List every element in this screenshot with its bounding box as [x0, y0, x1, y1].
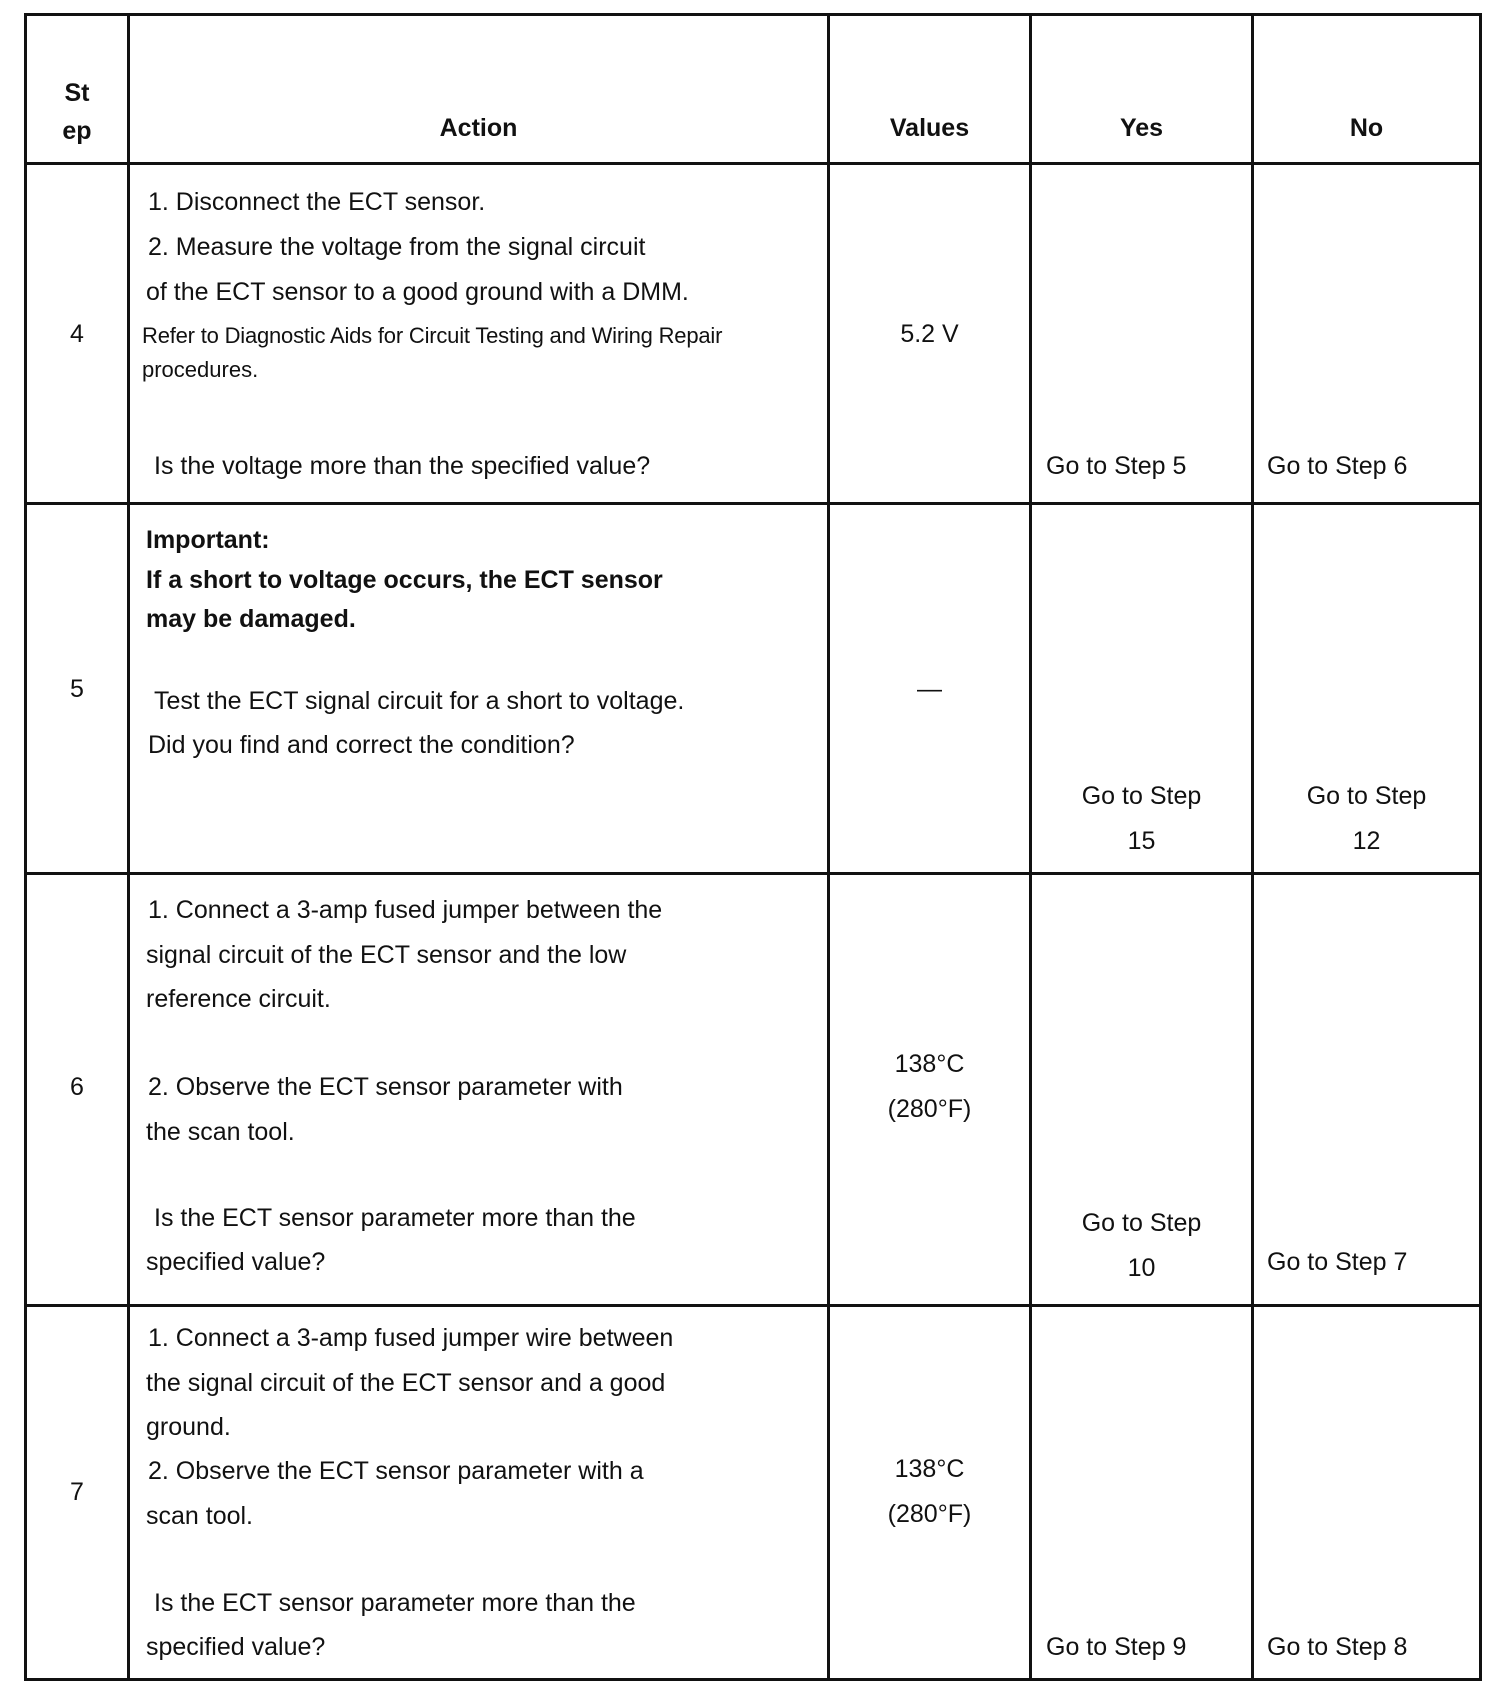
- column-divider: [827, 13, 830, 1681]
- value-line: 138°C: [894, 1455, 965, 1483]
- action-question: specified value?: [146, 1248, 326, 1276]
- action-line: scan tool.: [146, 1502, 254, 1530]
- value-cell: [830, 1447, 1029, 1537]
- header-values: Values: [889, 114, 970, 142]
- header-step-line1: St: [64, 79, 90, 107]
- no-link-line: 12: [1352, 827, 1381, 855]
- action-line: 1. Connect a 3-amp fused jumper wire between: [148, 1324, 674, 1352]
- action-question: Is the ECT sensor parameter more than the: [154, 1589, 636, 1617]
- yes-link[interactable]: [1032, 1201, 1251, 1291]
- action-question: Did you find and correct the condition?: [148, 731, 575, 759]
- header-step: [27, 74, 127, 150]
- action-line: signal circuit of the ECT sensor and the low: [146, 941, 627, 969]
- table-border-left: [24, 13, 27, 1681]
- row-divider: [24, 872, 1482, 875]
- important-label: Important:: [146, 526, 270, 554]
- yes-link-line: Go to Step: [1081, 782, 1202, 810]
- column-divider: [127, 13, 130, 1681]
- action-line: the signal circuit of the ECT sensor and a good: [146, 1369, 666, 1397]
- value-cell: 5.2 V: [900, 320, 959, 348]
- value-line: (280°F): [887, 1095, 972, 1123]
- action-question: Is the voltage more than the specified value?: [154, 452, 651, 480]
- value-cell: —: [917, 675, 942, 703]
- no-link[interactable]: [1254, 774, 1479, 864]
- action-line: 2. Measure the voltage from the signal circuit: [148, 233, 646, 261]
- table-border-top: [24, 13, 1482, 16]
- step-number: 6: [70, 1073, 84, 1101]
- table-border-right: [1479, 13, 1482, 1681]
- no-link[interactable]: Go to Step 6: [1267, 452, 1408, 480]
- yes-link-line: 15: [1127, 827, 1156, 855]
- no-link[interactable]: Go to Step 7: [1267, 1248, 1408, 1276]
- action-note: Refer to Diagnostic Aids for Circuit Testing and Wiring Repair: [142, 323, 723, 348]
- value-line: 138°C: [894, 1050, 965, 1078]
- step-number: 5: [70, 675, 84, 703]
- action-line: ground.: [146, 1413, 231, 1441]
- yes-link-line: 10: [1127, 1254, 1156, 1282]
- step-number: 4: [70, 320, 84, 348]
- important-text: may be damaged.: [146, 605, 356, 633]
- yes-link[interactable]: [1032, 774, 1251, 864]
- action-line: reference circuit.: [146, 985, 331, 1013]
- yes-link[interactable]: Go to Step 5: [1046, 452, 1187, 480]
- yes-link-line: Go to Step: [1081, 1209, 1202, 1237]
- action-line: Test the ECT signal circuit for a short to voltage.: [154, 687, 685, 715]
- action-question: specified value?: [146, 1633, 326, 1661]
- action-line: the scan tool.: [146, 1118, 295, 1146]
- value-cell: [830, 1042, 1029, 1132]
- row-divider: [24, 502, 1482, 505]
- step-number: 7: [70, 1478, 84, 1506]
- action-note: procedures.: [142, 357, 259, 382]
- action-line: 2. Observe the ECT sensor parameter with a: [148, 1457, 644, 1485]
- yes-link[interactable]: Go to Step 9: [1046, 1633, 1187, 1661]
- no-link[interactable]: Go to Step 8: [1267, 1633, 1408, 1661]
- table-border-bottom: [24, 1678, 1482, 1681]
- action-line: 1. Connect a 3-amp fused jumper between the: [148, 896, 663, 924]
- action-question: Is the ECT sensor parameter more than the: [154, 1204, 636, 1232]
- header-yes: Yes: [1119, 114, 1164, 142]
- header-no: No: [1349, 114, 1384, 142]
- value-line: (280°F): [887, 1500, 972, 1528]
- row-divider: [24, 1304, 1482, 1307]
- important-text: If a short to voltage occurs, the ECT sensor: [146, 566, 663, 594]
- action-line: 2. Observe the ECT sensor parameter with: [148, 1073, 623, 1101]
- header-action: Action: [439, 114, 518, 142]
- action-line: of the ECT sensor to a good ground with a DMM.: [146, 278, 689, 306]
- row-divider: [24, 162, 1482, 165]
- header-step-line2: ep: [62, 117, 92, 145]
- no-link-line: Go to Step: [1306, 782, 1427, 810]
- action-line: 1. Disconnect the ECT sensor.: [148, 188, 486, 216]
